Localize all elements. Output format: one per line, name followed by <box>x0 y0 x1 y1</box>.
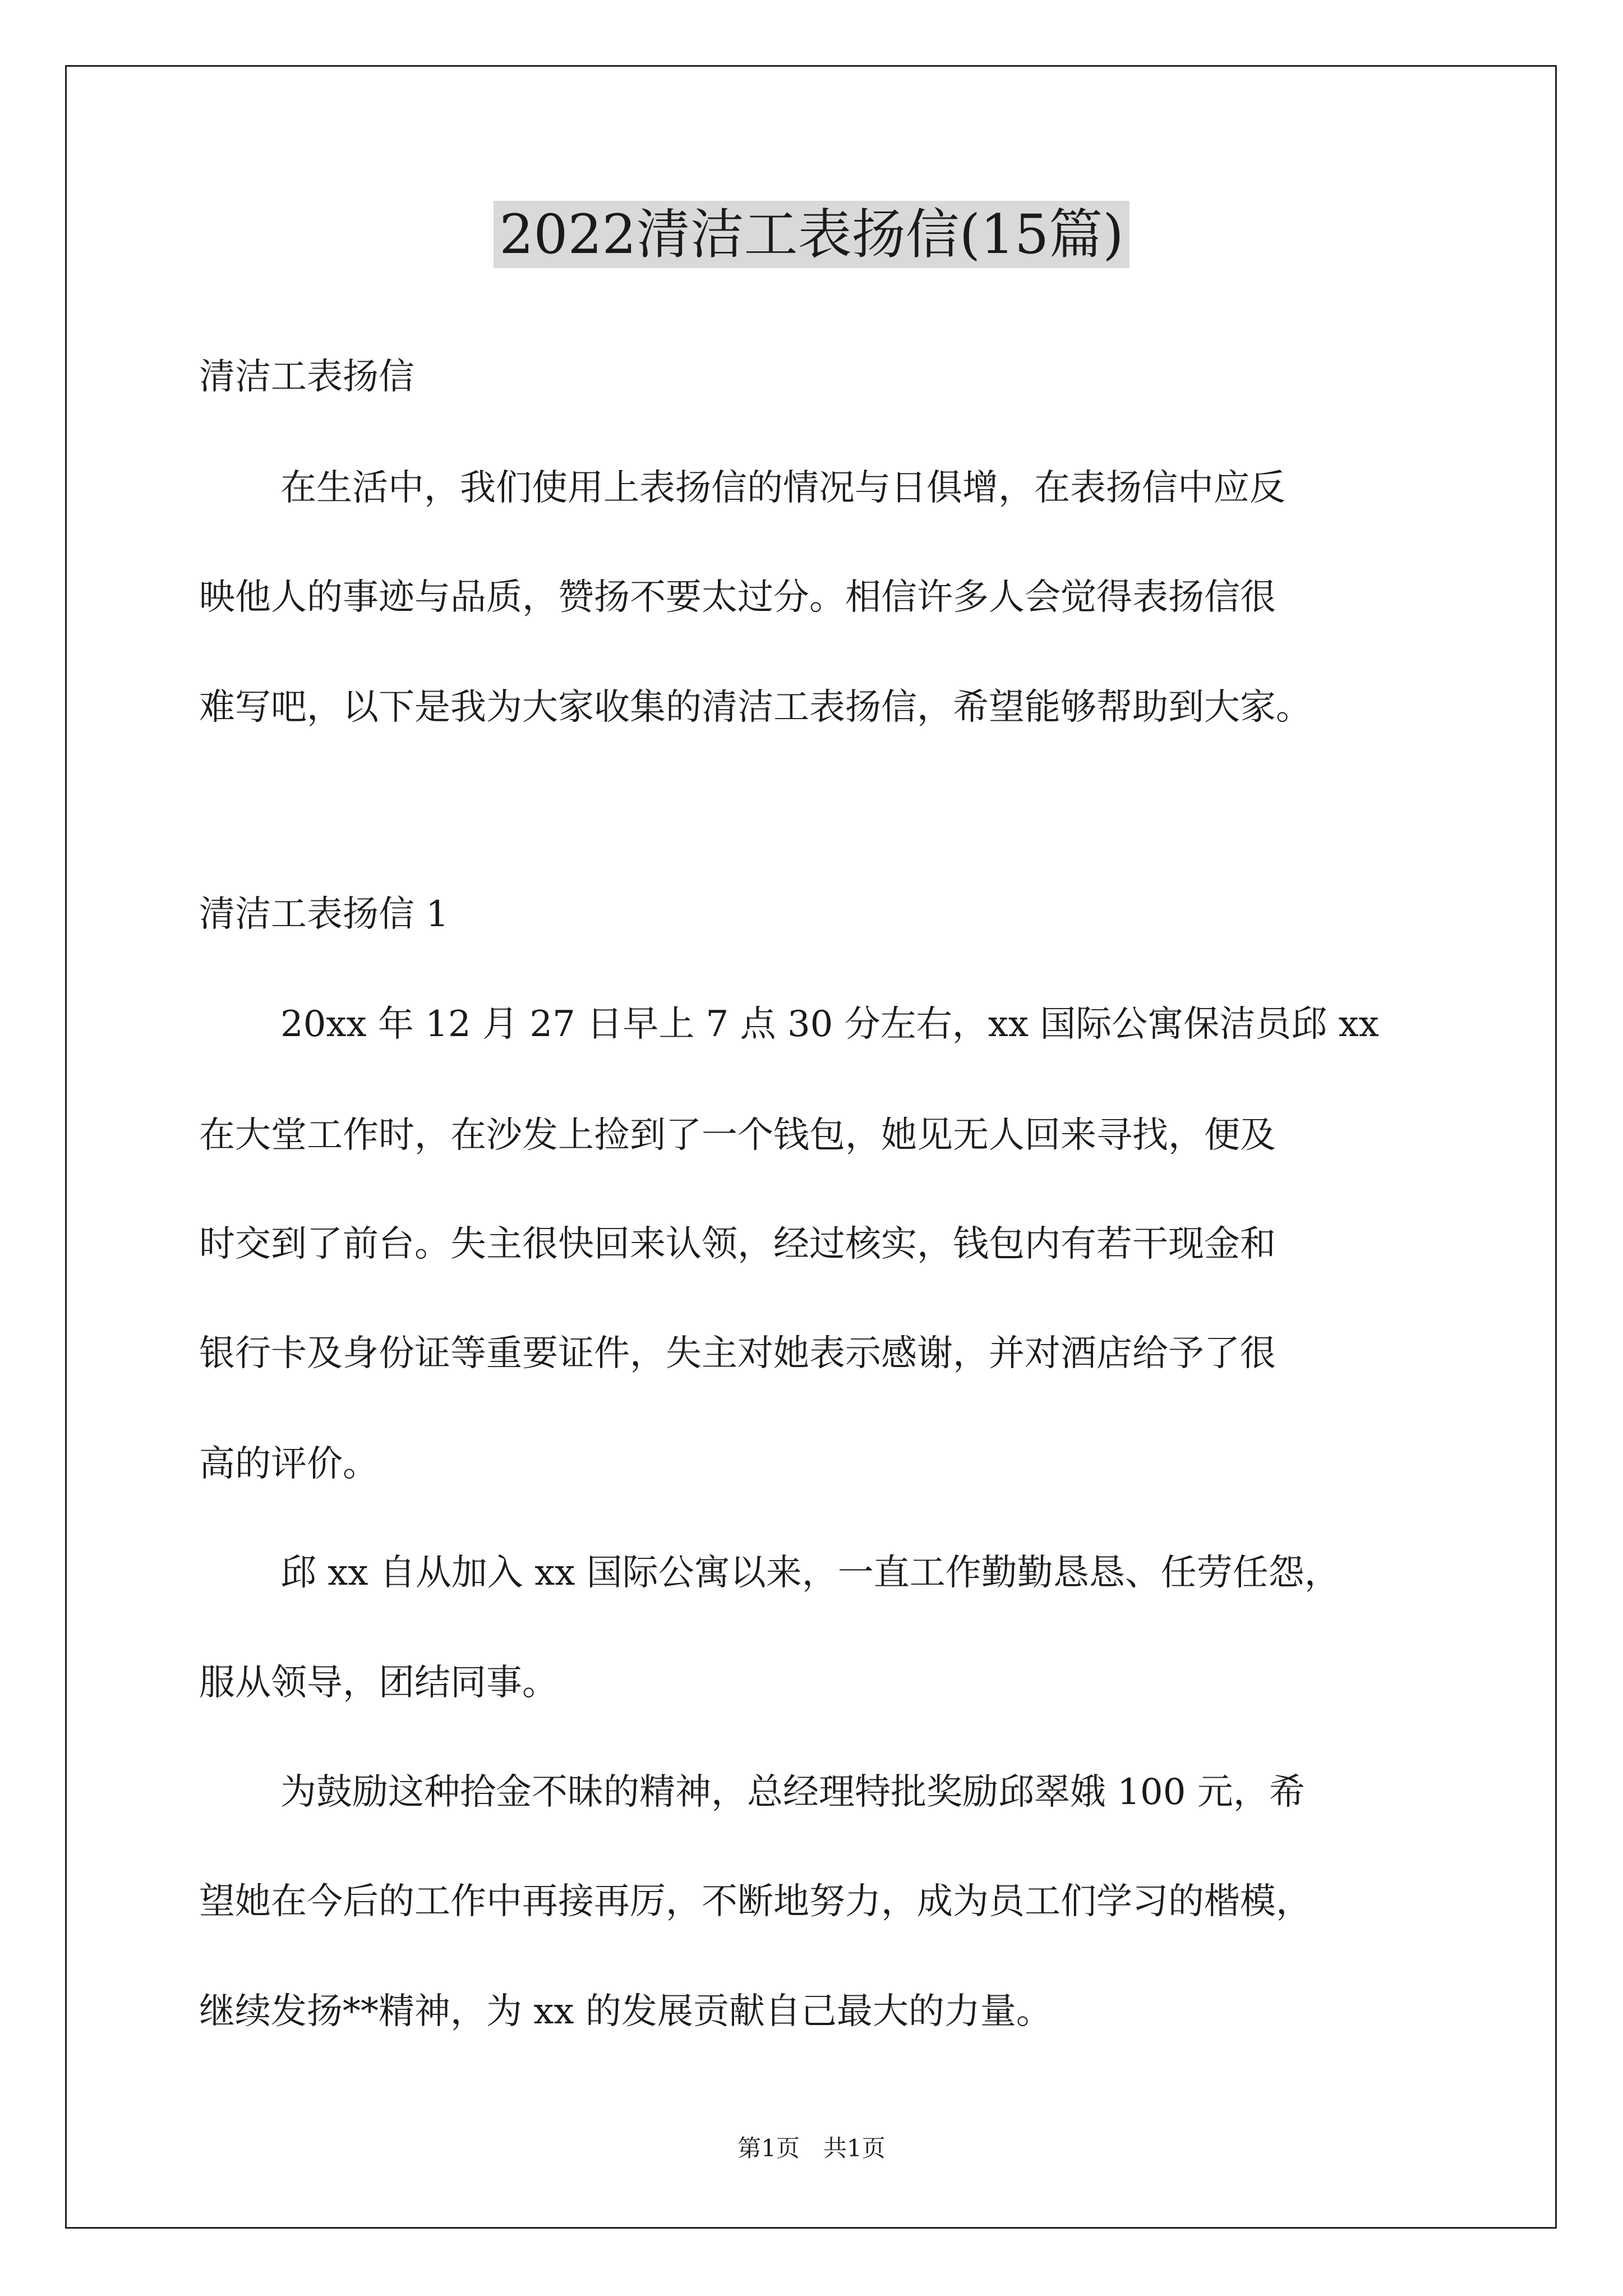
paragraph-line: 时交到了前台。失主很快回来认领，经过核实，钱包内有若干现金和 <box>199 1223 1276 1265</box>
paragraph-line: 银行卡及身份证等重要证件，失主对她表示感谢，并对酒店给予了很 <box>199 1333 1276 1374</box>
document-title <box>0 195 1623 274</box>
paragraph-line: 望她在今后的工作中再接再厉，不断地努力，成为员工们学习的楷模， <box>199 1881 1312 1922</box>
paragraph-line: 服从领导，团结同事。 <box>199 1662 558 1704</box>
paragraph-line: 映他人的事迹与品质，赞扬不要太过分。相信许多人会觉得表扬信很 <box>199 577 1276 618</box>
section-heading: 清洁工表扬信 1 <box>199 894 449 935</box>
paragraph-line: 在大堂工作时，在沙发上捡到了一个钱包，她见无人回来寻找，便及 <box>199 1115 1276 1156</box>
page-number: 第1页 共1页 <box>737 2134 886 2162</box>
paragraph-line: 20xx 年 12 月 27 日早上 7 点 30 分左右，xx 国际公寓保洁员邱 xx <box>280 1004 1379 1045</box>
paragraph-line: 难写吧，以下是我为大家收集的清洁工表扬信，希望能够帮助到大家。 <box>199 687 1312 728</box>
paragraph-line: 在生活中，我们使用上表扬信的情况与日俱增，在表扬信中应反 <box>280 467 1285 509</box>
paragraph-line: 邱 xx 自从加入 xx 国际公寓以来，一直工作勤勤恳恳、任劳任怨， <box>280 1552 1340 1594</box>
paragraph-line: 高的评价。 <box>199 1443 379 1485</box>
section-heading: 清洁工表扬信 <box>199 356 414 398</box>
paragraph-line: 为鼓励这种拾金不昧的精神，总经理特批奖励邱翠娥 100 元，希 <box>280 1772 1305 1813</box>
document-title-text: 2022清洁工表扬信(15篇) <box>494 201 1129 268</box>
paragraph-line: 继续发扬**精神，为 xx 的发展贡献自己最大的力量。 <box>199 1991 1052 2032</box>
